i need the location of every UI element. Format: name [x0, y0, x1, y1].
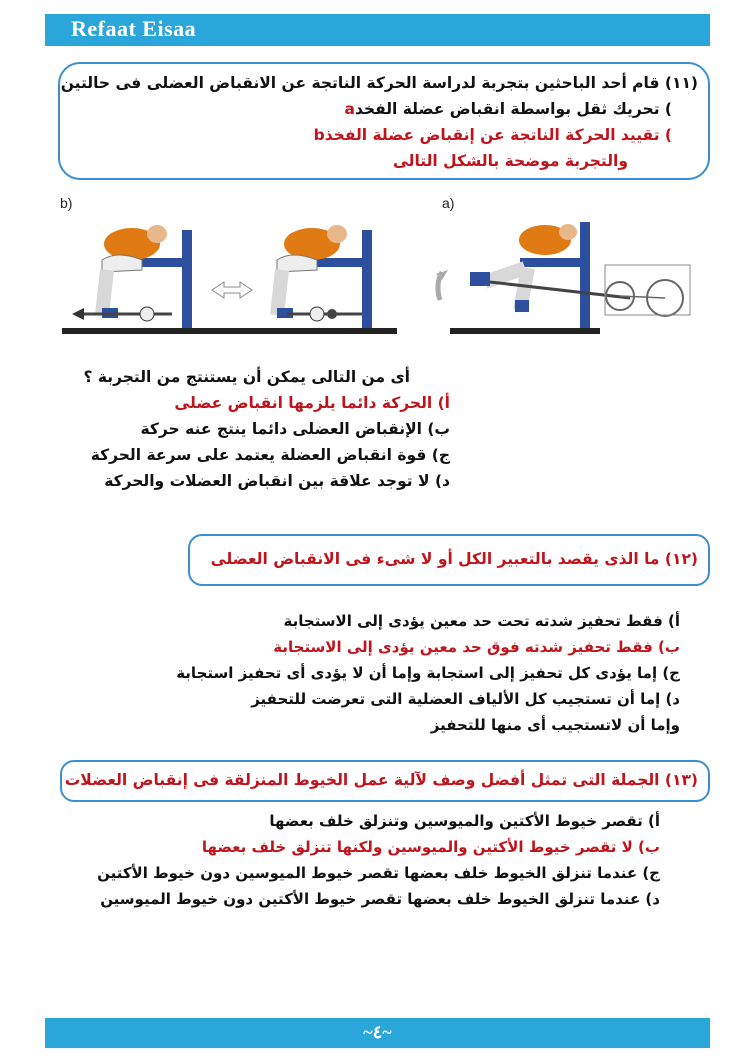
- q11-line4: والتجربة موضحة بالشكل التالى: [392, 152, 628, 170]
- question-11-box: [58, 62, 710, 180]
- person-figure-2: [277, 225, 372, 328]
- q12-option-b: ب) فقط تحفيز شدته فوق حد معين يؤدى إلى الاستجابة: [273, 638, 680, 656]
- q12-option-a: أ) فقط تحفيز شدته تحت حد معين يؤدى إلى الاستجابة: [283, 612, 680, 630]
- figure-label-b: b): [60, 195, 73, 211]
- q11-option-d: د) لا توجد علاقة بين انقباض العضلات والحركة: [104, 472, 450, 490]
- q12-option-d-continued: وإما أن لاتستجيب أى منها للتحفيز: [430, 716, 680, 734]
- q11-line2: [344, 100, 672, 118]
- author-name: Refaat Eisaa: [71, 16, 197, 41]
- page-number: ~٤~: [363, 1022, 392, 1042]
- q11-line1: (١١) قام أحد الباحثين بتجربة لدراسة الحركة الناتجة عن الانقباض العضلى فى حالتين: [60, 74, 698, 92]
- double-arrow-icon: [212, 282, 252, 298]
- q11-option-a: أ) الحركة دائما يلزمها انقباض عضلى: [174, 394, 450, 412]
- q11-line2-prefix: a: [344, 100, 355, 118]
- experiment-figure-a: [430, 210, 705, 340]
- q13-option-d: د) عندما تنزلق الخيوط خلف بعضها تقصر خيوط الأكتين دون خيوط الميوسين: [100, 890, 660, 908]
- question-13-box: [60, 760, 710, 802]
- q13-option-a: أ) تقصر خيوط الأكتين والميوسين وتنزلق خلف بعضها: [269, 812, 660, 830]
- experiment-figure-b: [62, 210, 397, 340]
- q13-option-b: ب) لا تقصر خيوط الأكتين والميوسين ولكنها تنزلق خلف بعضها: [201, 838, 660, 856]
- q13-option-c: ج) عندما تنزلق الخيوط خلف بعضها تقصر خيوط الميوسين دون خيوط الأكتين: [97, 864, 660, 882]
- figure-label-a: a): [442, 195, 455, 211]
- q11-option-c: ج) قوة انقباض العضلة يعتمد على سرعة الحركة: [90, 446, 450, 464]
- q11-question: أى من التالى يمكن أن يستنتج من التجربة ؟: [83, 368, 410, 386]
- q11-line3: [314, 126, 672, 144]
- person-figure-1: [72, 225, 192, 328]
- q11-line3-prefix: b: [313, 126, 325, 144]
- q11-option-b: ب) الإنقباض العضلى دائما ينتج عنه حركة: [140, 420, 450, 438]
- q12-title: (١٢) ما الذى يقصد بالتعبير الكل أو لا شىء فى الانقباض العضلى: [210, 550, 698, 568]
- q11-line2-text: ) تحريك ثقل بواسطة انقباض عضلة الفخد: [354, 100, 672, 118]
- page-footer: [45, 1018, 710, 1048]
- q12-option-d: د) إما أن تستجيب كل الألياف العضلية التى تعرضت للتحفيز: [251, 690, 680, 708]
- question-12-box: [188, 534, 710, 586]
- q11-line3-text: ) تقييد الحركة الناتجة عن إنقباض عضلة الفخذ: [324, 126, 672, 144]
- q12-option-c: ج) إما يؤدى كل تحفيز إلى استجابة وإما أن لا يؤدى أى تحفيز استجابة: [176, 664, 680, 682]
- q13-title: (١٣) الجملة التى تمثل أفضل وصف لآلية عمل الخيوط المنزلقة فى إنقباض العضلات: [64, 771, 698, 789]
- page-header: [45, 14, 710, 46]
